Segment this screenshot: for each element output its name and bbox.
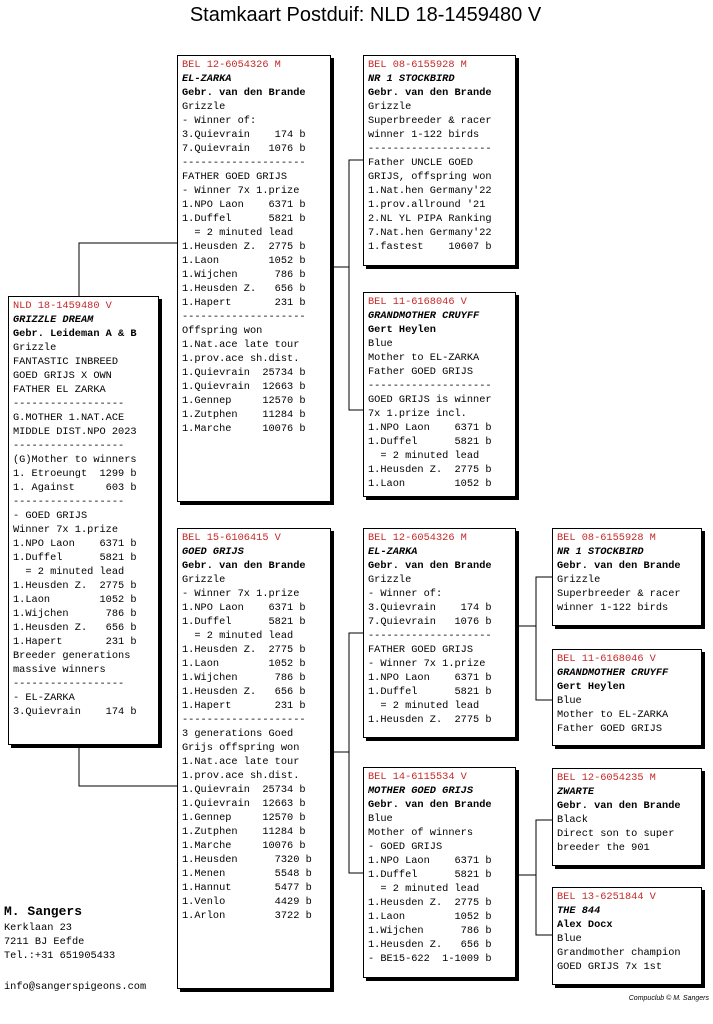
card-text-line: Grijs offspring won bbox=[182, 742, 300, 754]
card-text-line: Mother of winners bbox=[368, 827, 474, 839]
breeder-name: Alex Docx bbox=[557, 919, 613, 931]
connector-dam-dam bbox=[349, 752, 363, 873]
ring-number: BEL 12-6054326 M bbox=[182, 59, 281, 71]
connector-subject-sire bbox=[79, 243, 177, 296]
card-text-line: -------------------- bbox=[182, 311, 306, 323]
card-text-line: 2.NL YL PIPA Ranking bbox=[368, 213, 492, 225]
card-text-line: 1.Heusden Z. 2775 b bbox=[368, 464, 492, 476]
card-text-line: ------------------ bbox=[13, 678, 125, 690]
card-text-line: Father UNCLE GOED bbox=[368, 157, 474, 169]
card-text-line: GRIJS, offspring won bbox=[368, 171, 492, 183]
card-text-line: Breeder generations bbox=[13, 650, 131, 662]
card-text-line: -------------------- bbox=[182, 714, 306, 726]
card-text-line: 1.Laon 1052 b bbox=[182, 255, 306, 267]
card-text-line: 1. Etroeungt 1299 b bbox=[13, 468, 137, 480]
ring-number: BEL 08-6155928 M bbox=[368, 59, 467, 71]
card-text-line: 1.NPO Laon 6371 b bbox=[368, 855, 492, 867]
pigeon-color: Grizzle bbox=[368, 574, 412, 586]
card-text-line: 1.Menen 5548 b bbox=[182, 868, 312, 880]
pigeon-color: Grizzle bbox=[182, 101, 226, 113]
footer-credit: Compuclub © M. Sangers bbox=[628, 995, 709, 1002]
card-text-line: Mother to EL-ZARKA bbox=[368, 352, 480, 364]
breeder-name: Gebr. van den Brande bbox=[368, 87, 492, 99]
card-text-line: = 2 minuted lead bbox=[182, 227, 294, 239]
card-text-line: 1.Duffel 5821 b bbox=[182, 616, 306, 628]
card-text-line: 1.Duffel 5821 b bbox=[182, 213, 306, 225]
pigeon-name: NR 1 STOCKBIRD bbox=[368, 73, 455, 85]
card-text-line: Winner 7x 1.prize bbox=[13, 524, 119, 536]
card-text-line: G.MOTHER 1.NAT.ACE bbox=[13, 412, 125, 424]
card-text-line: 1.Laon 1052 b bbox=[368, 478, 492, 490]
breeder-name: Gebr. Leideman A & B bbox=[13, 328, 137, 340]
connector-damdam-dam bbox=[536, 875, 552, 935]
card-text-line: 1.NPO Laon 6371 b bbox=[368, 422, 492, 434]
card-text-line: 1.NPO Laon 6371 b bbox=[182, 199, 306, 211]
card-text-line: 1.Heusden Z. 2775 b bbox=[368, 714, 492, 726]
pigeon-name: EL-ZARKA bbox=[368, 546, 418, 558]
ring-number: BEL 15-6106415 V bbox=[182, 532, 281, 544]
card-text-line: GOED GRIJS 7x 1st bbox=[557, 961, 663, 973]
card-text-line: 1.Laon 1052 b bbox=[13, 594, 137, 606]
card-text-line: 1.Zutphen 11284 b bbox=[182, 409, 306, 421]
card-text-line: -------------------- bbox=[368, 630, 492, 642]
ring-number: BEL 12-6054326 M bbox=[368, 532, 467, 544]
card-text-line: 1.Wijchen 786 b bbox=[13, 608, 137, 620]
connector-damsire-parents bbox=[519, 577, 552, 626]
card-text-line: Superbreeder & racer bbox=[557, 588, 681, 600]
card-text-line: - EL-ZARKA bbox=[13, 692, 75, 704]
card-text-line: - GOED GRIJS bbox=[368, 841, 443, 853]
ring-number: NLD 18-1459480 V bbox=[13, 300, 112, 312]
card-text-line: - Winner of: bbox=[368, 588, 443, 600]
card-text-line: 1.Laon 1052 b bbox=[368, 911, 492, 923]
pigeon-name: GOED GRIJS bbox=[182, 546, 244, 558]
card-text-line: Grandmother champion bbox=[557, 947, 681, 959]
card-text-line: 1.Marche 10076 b bbox=[182, 423, 306, 435]
card-text-line: 7.Quievrain 1076 b bbox=[182, 143, 306, 155]
card-text-line: GOED GRIJS is winner bbox=[368, 394, 492, 406]
connector-damdam-parents bbox=[519, 820, 552, 875]
card-text-line: - Winner 7x 1.prize bbox=[368, 658, 486, 670]
breeder-contact bbox=[4, 903, 115, 963]
card-text-line: Mother to EL-ZARKA bbox=[557, 709, 669, 721]
card-text-line: 1.Heusden 7320 b bbox=[182, 854, 312, 866]
pedigree-card-dam-sire[interactable] bbox=[363, 528, 516, 738]
card-text-line: MIDDLE DIST.NPO 2023 bbox=[13, 426, 137, 438]
connector-damsire-dam bbox=[536, 626, 552, 700]
card-text-line: = 2 minuted lead bbox=[13, 566, 125, 578]
card-text-line: 1.Hapert 231 b bbox=[13, 636, 137, 648]
card-text-line: 1.Heusden Z. 2775 b bbox=[368, 897, 492, 909]
card-text-line: Superbreeder & racer bbox=[368, 115, 492, 127]
connector-sire-parents bbox=[334, 160, 363, 267]
pigeon-name: EL-ZARKA bbox=[182, 73, 232, 85]
card-text-line: 1.Quievrain 12663 b bbox=[182, 798, 306, 810]
connector-dam-parents bbox=[334, 633, 363, 752]
card-text-line: 1.Heusden Z. 656 b bbox=[368, 939, 492, 951]
card-text-line: = 2 minuted lead bbox=[182, 630, 294, 642]
card-text-line: 7.Quievrain 1076 b bbox=[368, 616, 492, 628]
card-text-line: massive winners bbox=[13, 664, 106, 676]
card-text-line: -------------------- bbox=[368, 143, 492, 155]
card-text-line: breeder the 901 bbox=[557, 842, 650, 854]
breeder-name: Gebr. van den Brande bbox=[368, 799, 492, 811]
card-text-line: Father GOED GRIJS bbox=[368, 366, 474, 378]
card-text-line: 1.Heusden Z. 2775 b bbox=[13, 580, 137, 592]
card-text-line: 1.Duffel 5821 b bbox=[13, 552, 137, 564]
card-text-line: = 2 minuted lead bbox=[368, 700, 480, 712]
breeder-name: Gert Heylen bbox=[557, 681, 625, 693]
pigeon-color: Grizzle bbox=[182, 574, 226, 586]
card-text-line: 7.Nat.hen Germany'22 bbox=[368, 227, 492, 239]
pigeon-name: GRANDMOTHER CRUYFF bbox=[557, 667, 669, 679]
card-text-line: 1.Hapert 231 b bbox=[182, 297, 306, 309]
card-text-line: 1.Wijchen 786 b bbox=[182, 672, 306, 684]
ring-number: BEL 12-6054235 M bbox=[557, 772, 656, 784]
card-text-line: - GOED GRIJS bbox=[13, 510, 88, 522]
card-text-line: 1.Heusden Z. 656 b bbox=[182, 686, 306, 698]
breeder-name: Gebr. van den Brande bbox=[557, 800, 681, 812]
pigeon-color: Blue bbox=[368, 338, 393, 350]
card-text-line: 1.Heusden Z. 656 b bbox=[13, 622, 137, 634]
card-text-line: -------------------- bbox=[182, 157, 306, 169]
card-text-line: 1.Duffel 5821 b bbox=[368, 686, 492, 698]
card-text-line: 1.Venlo 4429 b bbox=[182, 896, 312, 908]
card-text-line: winner 1-122 birds bbox=[557, 602, 669, 614]
card-text-line: 1.Wijchen 786 b bbox=[368, 925, 492, 937]
card-text-line: 1.NPO Laon 6371 b bbox=[368, 672, 492, 684]
pigeon-color: Grizzle bbox=[557, 574, 601, 586]
card-text-line: 1.prov.ace sh.dist. bbox=[182, 770, 300, 782]
card-text-line: - Winner 7x 1.prize bbox=[182, 588, 300, 600]
pedigree-card-damsire-sire[interactable] bbox=[552, 528, 702, 626]
card-text-line: = 2 minuted lead bbox=[368, 883, 480, 895]
card-text-line: 1.Gennep 12570 b bbox=[182, 395, 306, 407]
card-text-line: 1.Duffel 5821 b bbox=[368, 436, 492, 448]
card-text-line: 7x 1.prize incl. bbox=[368, 408, 467, 420]
pedigree-card-sire[interactable] bbox=[177, 55, 331, 502]
card-text-line: (G)Mother to winners bbox=[13, 454, 137, 466]
connector-sire-dam bbox=[349, 267, 363, 410]
card-text-line: 1.Laon 1052 b bbox=[182, 658, 306, 670]
card-text-line: 1.Nat.ace late tour bbox=[182, 756, 300, 768]
breeder-contact-name: M. Sangers bbox=[4, 904, 83, 919]
card-text-line: 1. Against 603 b bbox=[13, 482, 137, 494]
ring-number: BEL 14-6115534 V bbox=[368, 771, 467, 783]
card-text-line: 1.prov.ace sh.dist. bbox=[182, 353, 300, 365]
card-text-line: 3.Quievrain 174 b bbox=[182, 129, 306, 141]
card-text-line: Offspring won bbox=[182, 325, 263, 337]
breeder-name: Gert Heylen bbox=[368, 324, 436, 336]
card-text-line: 1.Nat.ace late tour bbox=[182, 339, 300, 351]
card-text-line: 1.Gennep 12570 b bbox=[182, 812, 306, 824]
card-text-line: 1.Heusden Z. 2775 b bbox=[182, 644, 306, 656]
card-text-line: 1.Hapert 231 b bbox=[182, 700, 306, 712]
pigeon-name: ZWARTE bbox=[557, 786, 595, 798]
pedigree-card-damsire-dam[interactable] bbox=[552, 649, 702, 746]
breeder-name: Gebr. van den Brande bbox=[557, 560, 681, 572]
breeder-name: Gebr. van den Brande bbox=[368, 560, 492, 572]
card-text-line: 1.Quievrain 25734 b bbox=[182, 367, 306, 379]
card-text-line: Father GOED GRIJS bbox=[557, 723, 663, 735]
card-text-line: 1.Nat.hen Germany'22 bbox=[368, 185, 492, 197]
card-text-line: 1.Heusden Z. 2775 b bbox=[182, 241, 306, 253]
card-text-line: 1.Quievrain 12663 b bbox=[182, 381, 306, 393]
pedigree-card-sire-dam[interactable] bbox=[363, 292, 516, 497]
card-text-line: 1.Marche 10076 b bbox=[182, 840, 306, 852]
pigeon-name: MOTHER GOED GRIJS bbox=[368, 785, 474, 797]
card-text-line: = 2 minuted lead bbox=[368, 450, 480, 462]
card-text-line: 3.Quievrain 174 b bbox=[13, 706, 137, 718]
breeder-name: Gebr. van den Brande bbox=[182, 560, 306, 572]
pedigree-card-sire-sire[interactable] bbox=[363, 55, 516, 266]
ring-number: BEL 11-6168046 V bbox=[368, 296, 467, 308]
card-text-line: FANTASTIC INBREED bbox=[13, 356, 119, 368]
breeder-email[interactable]: info@sangerspigeons.com bbox=[4, 981, 147, 993]
card-text-line: - Winner 7x 1.prize bbox=[182, 185, 300, 197]
pedigree-card-dam[interactable] bbox=[177, 528, 331, 989]
pedigree-card-damdam-dam[interactable] bbox=[552, 887, 702, 985]
card-text-line: 1.NPO Laon 6371 b bbox=[182, 602, 306, 614]
card-text-line: 1.Arlon 3722 b bbox=[182, 910, 312, 922]
card-text-line: 1.Hannut 5477 b bbox=[182, 882, 312, 894]
card-text-line: Direct son to super bbox=[557, 828, 675, 840]
card-text-line: ------------------ bbox=[13, 496, 125, 508]
card-text-line: 3 generations Goed bbox=[182, 728, 294, 740]
breeder-city: 7211 BJ Eefde bbox=[4, 936, 85, 948]
card-text-line: -------------------- bbox=[368, 380, 492, 392]
connector-subject-dam bbox=[79, 748, 177, 786]
card-text-line: FATHER EL ZARKA bbox=[13, 384, 106, 396]
page-title: Stamkaart Postduif: NLD 18-1459480 V bbox=[189, 4, 542, 26]
pedigree-card-subject[interactable] bbox=[8, 296, 159, 745]
pigeon-color: Blue bbox=[557, 695, 582, 707]
pedigree-card-dam-dam[interactable] bbox=[363, 767, 516, 978]
card-text-line: 1.Quievrain 25734 b bbox=[182, 784, 306, 796]
card-text-line: FATHER GOED GRIJS bbox=[368, 644, 474, 656]
card-text-line: 1.Duffel 5821 b bbox=[368, 869, 492, 881]
breeder-name: Gebr. van den Brande bbox=[182, 87, 306, 99]
card-text-line: 3.Quievrain 174 b bbox=[368, 602, 492, 614]
card-text-line: winner 1-122 birds bbox=[368, 129, 480, 141]
pigeon-color: Grizzle bbox=[368, 101, 412, 113]
card-text-line: 1.NPO Laon 6371 b bbox=[13, 538, 137, 550]
card-text-line: ------------------ bbox=[13, 440, 125, 452]
card-text-line: - Winner of: bbox=[182, 115, 257, 127]
card-text-line: 1.fastest 10607 b bbox=[368, 241, 492, 253]
ring-number: BEL 11-6168046 V bbox=[557, 653, 656, 665]
card-text-line: GOED GRIJS X OWN bbox=[13, 370, 112, 382]
card-text-line: - BE15-622 1-1009 b bbox=[368, 953, 492, 965]
ring-number: BEL 13-6251844 V bbox=[557, 891, 656, 903]
pigeon-color: Grizzle bbox=[13, 342, 57, 354]
card-text-line: 1.Wijchen 786 b bbox=[182, 269, 306, 281]
card-text-line: FATHER GOED GRIJS bbox=[182, 171, 288, 183]
pedigree-card-damdam-sire[interactable] bbox=[552, 768, 702, 866]
pigeon-color: Black bbox=[557, 814, 588, 826]
breeder-street: Kerklaan 23 bbox=[4, 922, 72, 934]
ring-number: BEL 08-6155928 M bbox=[557, 532, 656, 544]
pigeon-color: Blue bbox=[368, 813, 393, 825]
pigeon-name: GRIZZLE DREAM bbox=[13, 314, 94, 326]
card-text-line: 1.Zutphen 11284 b bbox=[182, 826, 306, 838]
pigeon-color: Blue bbox=[557, 933, 582, 945]
breeder-phone: Tel.:+31 651905433 bbox=[4, 950, 116, 962]
pigeon-name: THE 844 bbox=[557, 905, 601, 917]
pigeon-name: GRANDMOTHER CRUYFF bbox=[368, 310, 480, 322]
card-text-line: 1.Heusden Z. 656 b bbox=[182, 283, 306, 295]
card-text-line: ------------------ bbox=[13, 398, 125, 410]
card-text-line: 1.prov.allround '21 bbox=[368, 199, 486, 211]
pigeon-name: NR 1 STOCKBIRD bbox=[557, 546, 644, 558]
